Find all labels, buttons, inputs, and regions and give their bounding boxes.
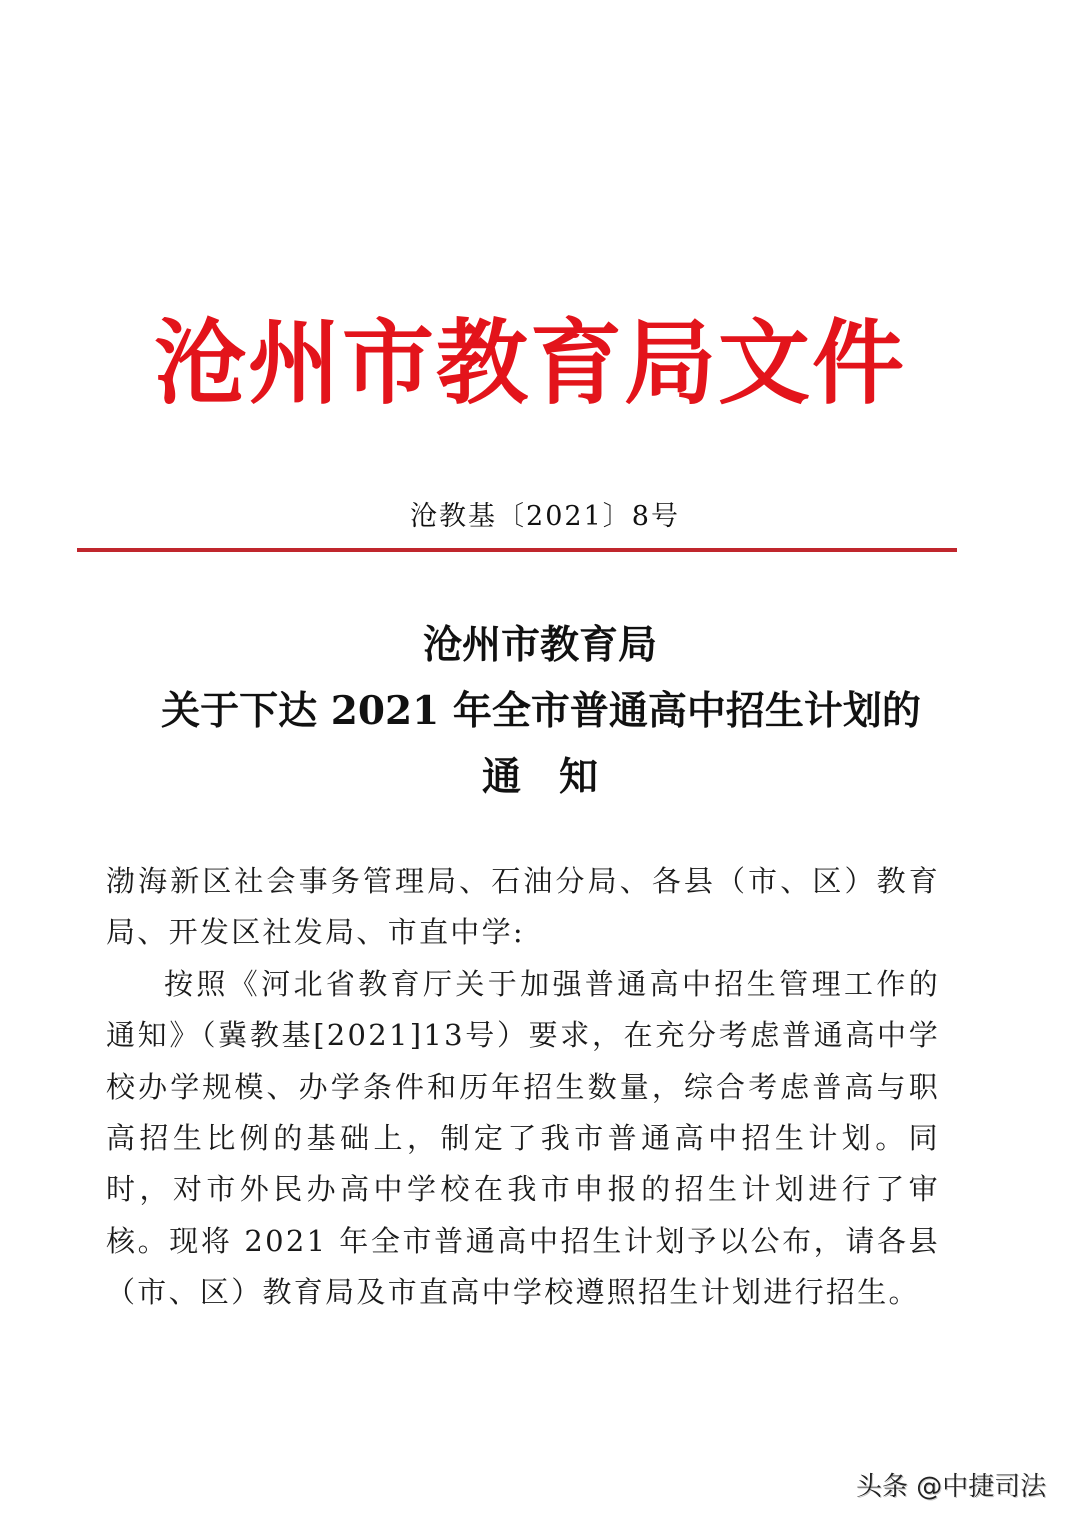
notice-title-line-2: 关于下达 2021 年全市普通高中招生计划的 (161, 688, 921, 734)
masthead-title: 沧州市教育局文件 (153, 309, 906, 417)
red-divider-line (77, 548, 957, 552)
body-paragraph: 按照《河北省教育厅关于加强普通高中招生管理工作的通知》（冀教基[2021]13号）要求，在充分考虑普通高中学校办学规模、办学条件和历年招生数量，综合考虑普高与职高招生比例的基础上，制定了我市普通高中招生计划。同时，对市外民办高中学校在我市申报的招生计划进行了审核。现将 2021 年全市普通高中招生计划予以公布，请各县（市、区）教育局及市直高中学校遵照招生计划进行招生。 (106, 966, 940, 1310)
notice-body (106, 856, 940, 1319)
notice-title (0, 612, 1080, 810)
notice-title-line-3: 通知 (481, 754, 636, 800)
watermark-label: 头条 @中捷司法 (856, 1472, 1047, 1502)
notice-title-line-1: 沧州市教育局 (422, 622, 657, 668)
document-number: 沧教基〔2021〕8号 (410, 501, 680, 532)
recipients-paragraph: 渤海新区社会事务管理局、石油分局、各县（市、区）教育局、开发区社发局、市直中学: (106, 864, 940, 950)
